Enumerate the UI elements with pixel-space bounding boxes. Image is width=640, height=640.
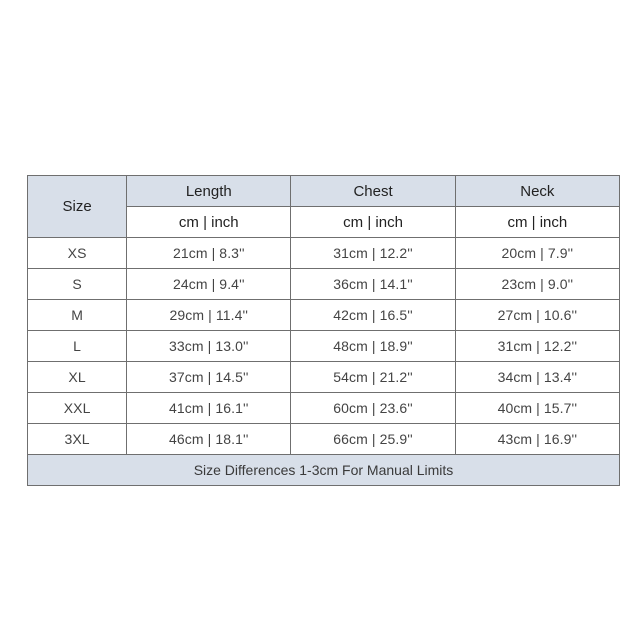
length-value: 46cm | 18.1'' (127, 424, 291, 455)
size-chart-table (27, 175, 620, 486)
length-value: 41cm | 16.1'' (127, 393, 291, 424)
neck-value: 23cm | 9.0'' (455, 269, 619, 300)
chest-header: Chest (291, 176, 455, 207)
chest-value: 66cm | 25.9'' (291, 424, 455, 455)
size-header: Size (28, 176, 127, 238)
chest-value: 54cm | 21.2'' (291, 362, 455, 393)
neck-value: 40cm | 15.7'' (455, 393, 619, 424)
size-label: 3XL (28, 424, 127, 455)
neck-header: Neck (455, 176, 619, 207)
size-difference-note: Size Differences 1-3cm For Manual Limits (28, 455, 620, 486)
length-value: 24cm | 9.4'' (127, 269, 291, 300)
size-label: S (28, 269, 127, 300)
size-label: XXL (28, 393, 127, 424)
neck-value: 31cm | 12.2'' (455, 331, 619, 362)
chest-value: 60cm | 23.6'' (291, 393, 455, 424)
neck-value: 34cm | 13.4'' (455, 362, 619, 393)
header-row (28, 176, 620, 207)
length-value: 37cm | 14.5'' (127, 362, 291, 393)
table-row (28, 424, 620, 455)
chest-unit: cm | inch (291, 207, 455, 238)
neck-value: 20cm | 7.9'' (455, 238, 619, 269)
length-value: 21cm | 8.3'' (127, 238, 291, 269)
table-row (28, 393, 620, 424)
table-row (28, 238, 620, 269)
chest-value: 31cm | 12.2'' (291, 238, 455, 269)
footer-row (28, 455, 620, 486)
neck-value: 27cm | 10.6'' (455, 300, 619, 331)
length-unit: cm | inch (127, 207, 291, 238)
chest-value: 42cm | 16.5'' (291, 300, 455, 331)
size-label: L (28, 331, 127, 362)
chest-value: 36cm | 14.1'' (291, 269, 455, 300)
size-label: XS (28, 238, 127, 269)
size-label: M (28, 300, 127, 331)
table-row (28, 300, 620, 331)
table-row (28, 269, 620, 300)
size-label: XL (28, 362, 127, 393)
table-row (28, 362, 620, 393)
neck-value: 43cm | 16.9'' (455, 424, 619, 455)
chest-value: 48cm | 18.9'' (291, 331, 455, 362)
length-value: 29cm | 11.4'' (127, 300, 291, 331)
length-header: Length (127, 176, 291, 207)
length-value: 33cm | 13.0'' (127, 331, 291, 362)
neck-unit: cm | inch (455, 207, 619, 238)
table-row (28, 331, 620, 362)
